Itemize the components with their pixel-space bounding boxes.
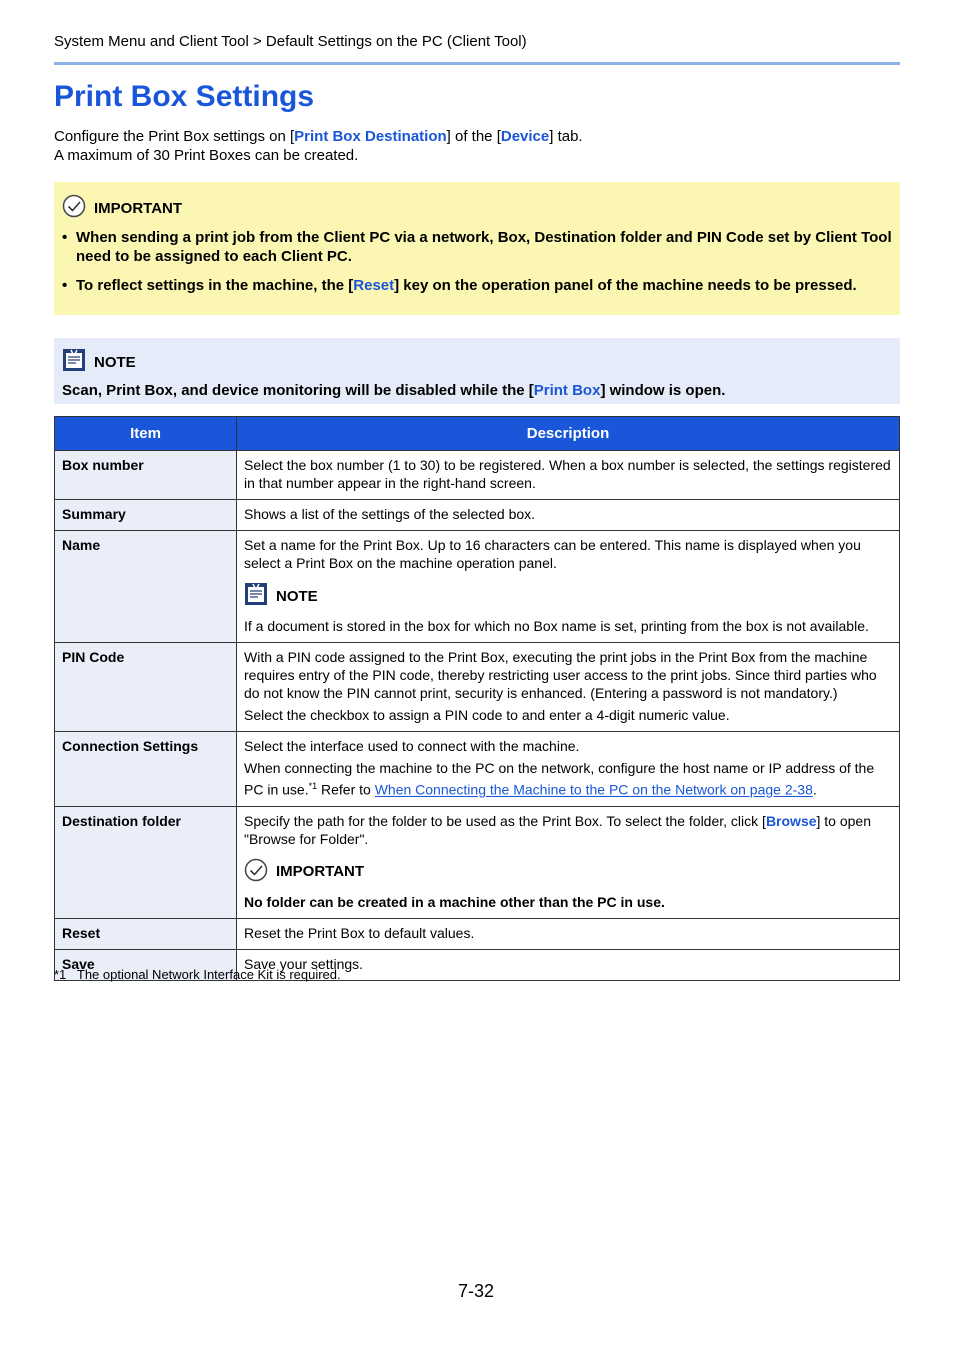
settings-table	[54, 416, 900, 981]
cross-reference-link[interactable]: When Connecting the Machine to the PC on the Network on page 2-38	[374, 781, 813, 798]
description-text-2: Select the checkbox to assign a PIN code to and enter a 4-digit numeric value.	[244, 707, 730, 723]
intro-line-1	[54, 127, 583, 146]
description-cell: Select the box number (1 to 30) to be registered. When a box number is selected, the settings registered in that number appear in the right-hand screen.	[237, 451, 900, 500]
table-header-row	[55, 417, 900, 451]
table-row	[55, 531, 900, 643]
table-row	[55, 806, 900, 918]
keyword-reset: Reset	[353, 277, 395, 294]
note-text-part: Scan, Print Box, and device monitoring will be disabled while the [	[62, 382, 534, 399]
check-circle-icon	[244, 858, 268, 887]
keyword-browse: Browse	[765, 812, 817, 829]
keyword-print-box-destination: Print Box Destination	[294, 128, 447, 145]
intro-line-2: A maximum of 30 Print Boxes can be created.	[54, 147, 359, 164]
check-circle-icon	[62, 194, 86, 222]
description-cell	[237, 732, 900, 807]
note-book-icon	[244, 582, 268, 611]
description-cell	[237, 531, 900, 643]
intro-text-part: ] tab.	[549, 128, 583, 145]
inner-important-heading: IMPORTANT	[276, 863, 365, 881]
column-header-description: Description	[237, 417, 900, 451]
header-rule	[54, 62, 900, 65]
description-text-2	[244, 759, 892, 799]
description-cell: Reset the Print Box to default values.	[237, 918, 900, 949]
note-book-icon	[62, 348, 86, 376]
description-cell	[237, 806, 900, 918]
column-header-item: Item	[55, 417, 237, 451]
description-text-part: .	[812, 781, 817, 798]
keyword-print-box: Print Box	[533, 382, 601, 399]
note-callout	[54, 338, 900, 404]
inner-note-text: If a document is stored in the box for which no Box name is set, printing from the box is not available.	[244, 618, 869, 634]
description-text-part: ] to open "Browse for Folder".	[244, 812, 872, 847]
description-cell: Save your settings.	[237, 949, 900, 980]
footnote-ref: *1	[308, 781, 318, 791]
description-text	[244, 812, 892, 848]
table-row	[55, 732, 900, 807]
item-cell: Summary	[55, 500, 237, 531]
table-row	[55, 451, 900, 500]
inner-important-text: No folder can be created in a machine other than the PC in use.	[244, 893, 665, 910]
table-row	[55, 918, 900, 949]
item-cell: Connection Settings	[55, 732, 237, 807]
item-cell: Save	[55, 949, 237, 980]
description-cell: Shows a list of the settings of the selected box.	[237, 500, 900, 531]
item-cell: Name	[55, 531, 237, 643]
description-text: With a PIN code assigned to the Print Box, executing the print jobs in the Print Box from the machine requires entry of the PIN code, thereby restricting user access to the print jobs. Since third parties who do not know the PIN cannot print, security is enhanced. (Entering a password is not mandatory.)	[244, 649, 877, 701]
page-title: Print Box Settings	[54, 80, 315, 113]
important-callout	[54, 182, 900, 315]
description-text-part: When connecting the machine to the PC on the network, configure the host name or IP address of the PC in use.	[244, 760, 875, 798]
item-cell: Box number	[55, 451, 237, 500]
important-heading: IMPORTANT	[94, 199, 183, 217]
bullet-text-part: ] key on the operation panel of the machine needs to be pressed.	[394, 277, 857, 294]
breadcrumb: System Menu and Client Tool > Default Settings on the PC (Client Tool)	[54, 33, 527, 50]
intro-text-part: Configure the Print Box settings on [	[54, 128, 295, 145]
important-bullet-1: • When sending a print job from the Client PC via a network, Box, Destination folder and PIN Code set by Client Tool need to be assigned to each Client PC.	[62, 228, 892, 266]
item-cell: PIN Code	[55, 643, 237, 732]
item-cell: Destination folder	[55, 806, 237, 918]
keyword-device: Device	[500, 128, 550, 145]
note-text-part: ] window is open.	[600, 382, 726, 399]
description-text-part: Refer to	[317, 781, 375, 798]
page-number: 7-32	[458, 1281, 495, 1301]
intro-text	[54, 127, 583, 165]
inner-note-heading: NOTE	[276, 587, 318, 605]
bullet-text-part: To reflect settings in the machine, the [	[76, 277, 354, 294]
footnote: *1 The optional Network Interface Kit is required.	[54, 967, 341, 982]
intro-text-part: ] of the [	[446, 128, 501, 145]
description-cell	[237, 643, 900, 732]
description-text: Set a name for the Print Box. Up to 16 characters can be entered. This name is displayed when you select a Print Box on the machine operation panel.	[244, 537, 861, 571]
important-bullet-2	[62, 276, 892, 295]
description-text: Select the interface used to connect with the machine.	[244, 738, 580, 754]
item-cell: Reset	[55, 918, 237, 949]
note-heading: NOTE	[94, 353, 136, 371]
note-text	[62, 382, 892, 399]
description-text-part: Specify the path for the folder to be used as the Print Box. To select the folder, click [	[244, 812, 766, 829]
table-row	[55, 500, 900, 531]
table-row	[55, 643, 900, 732]
